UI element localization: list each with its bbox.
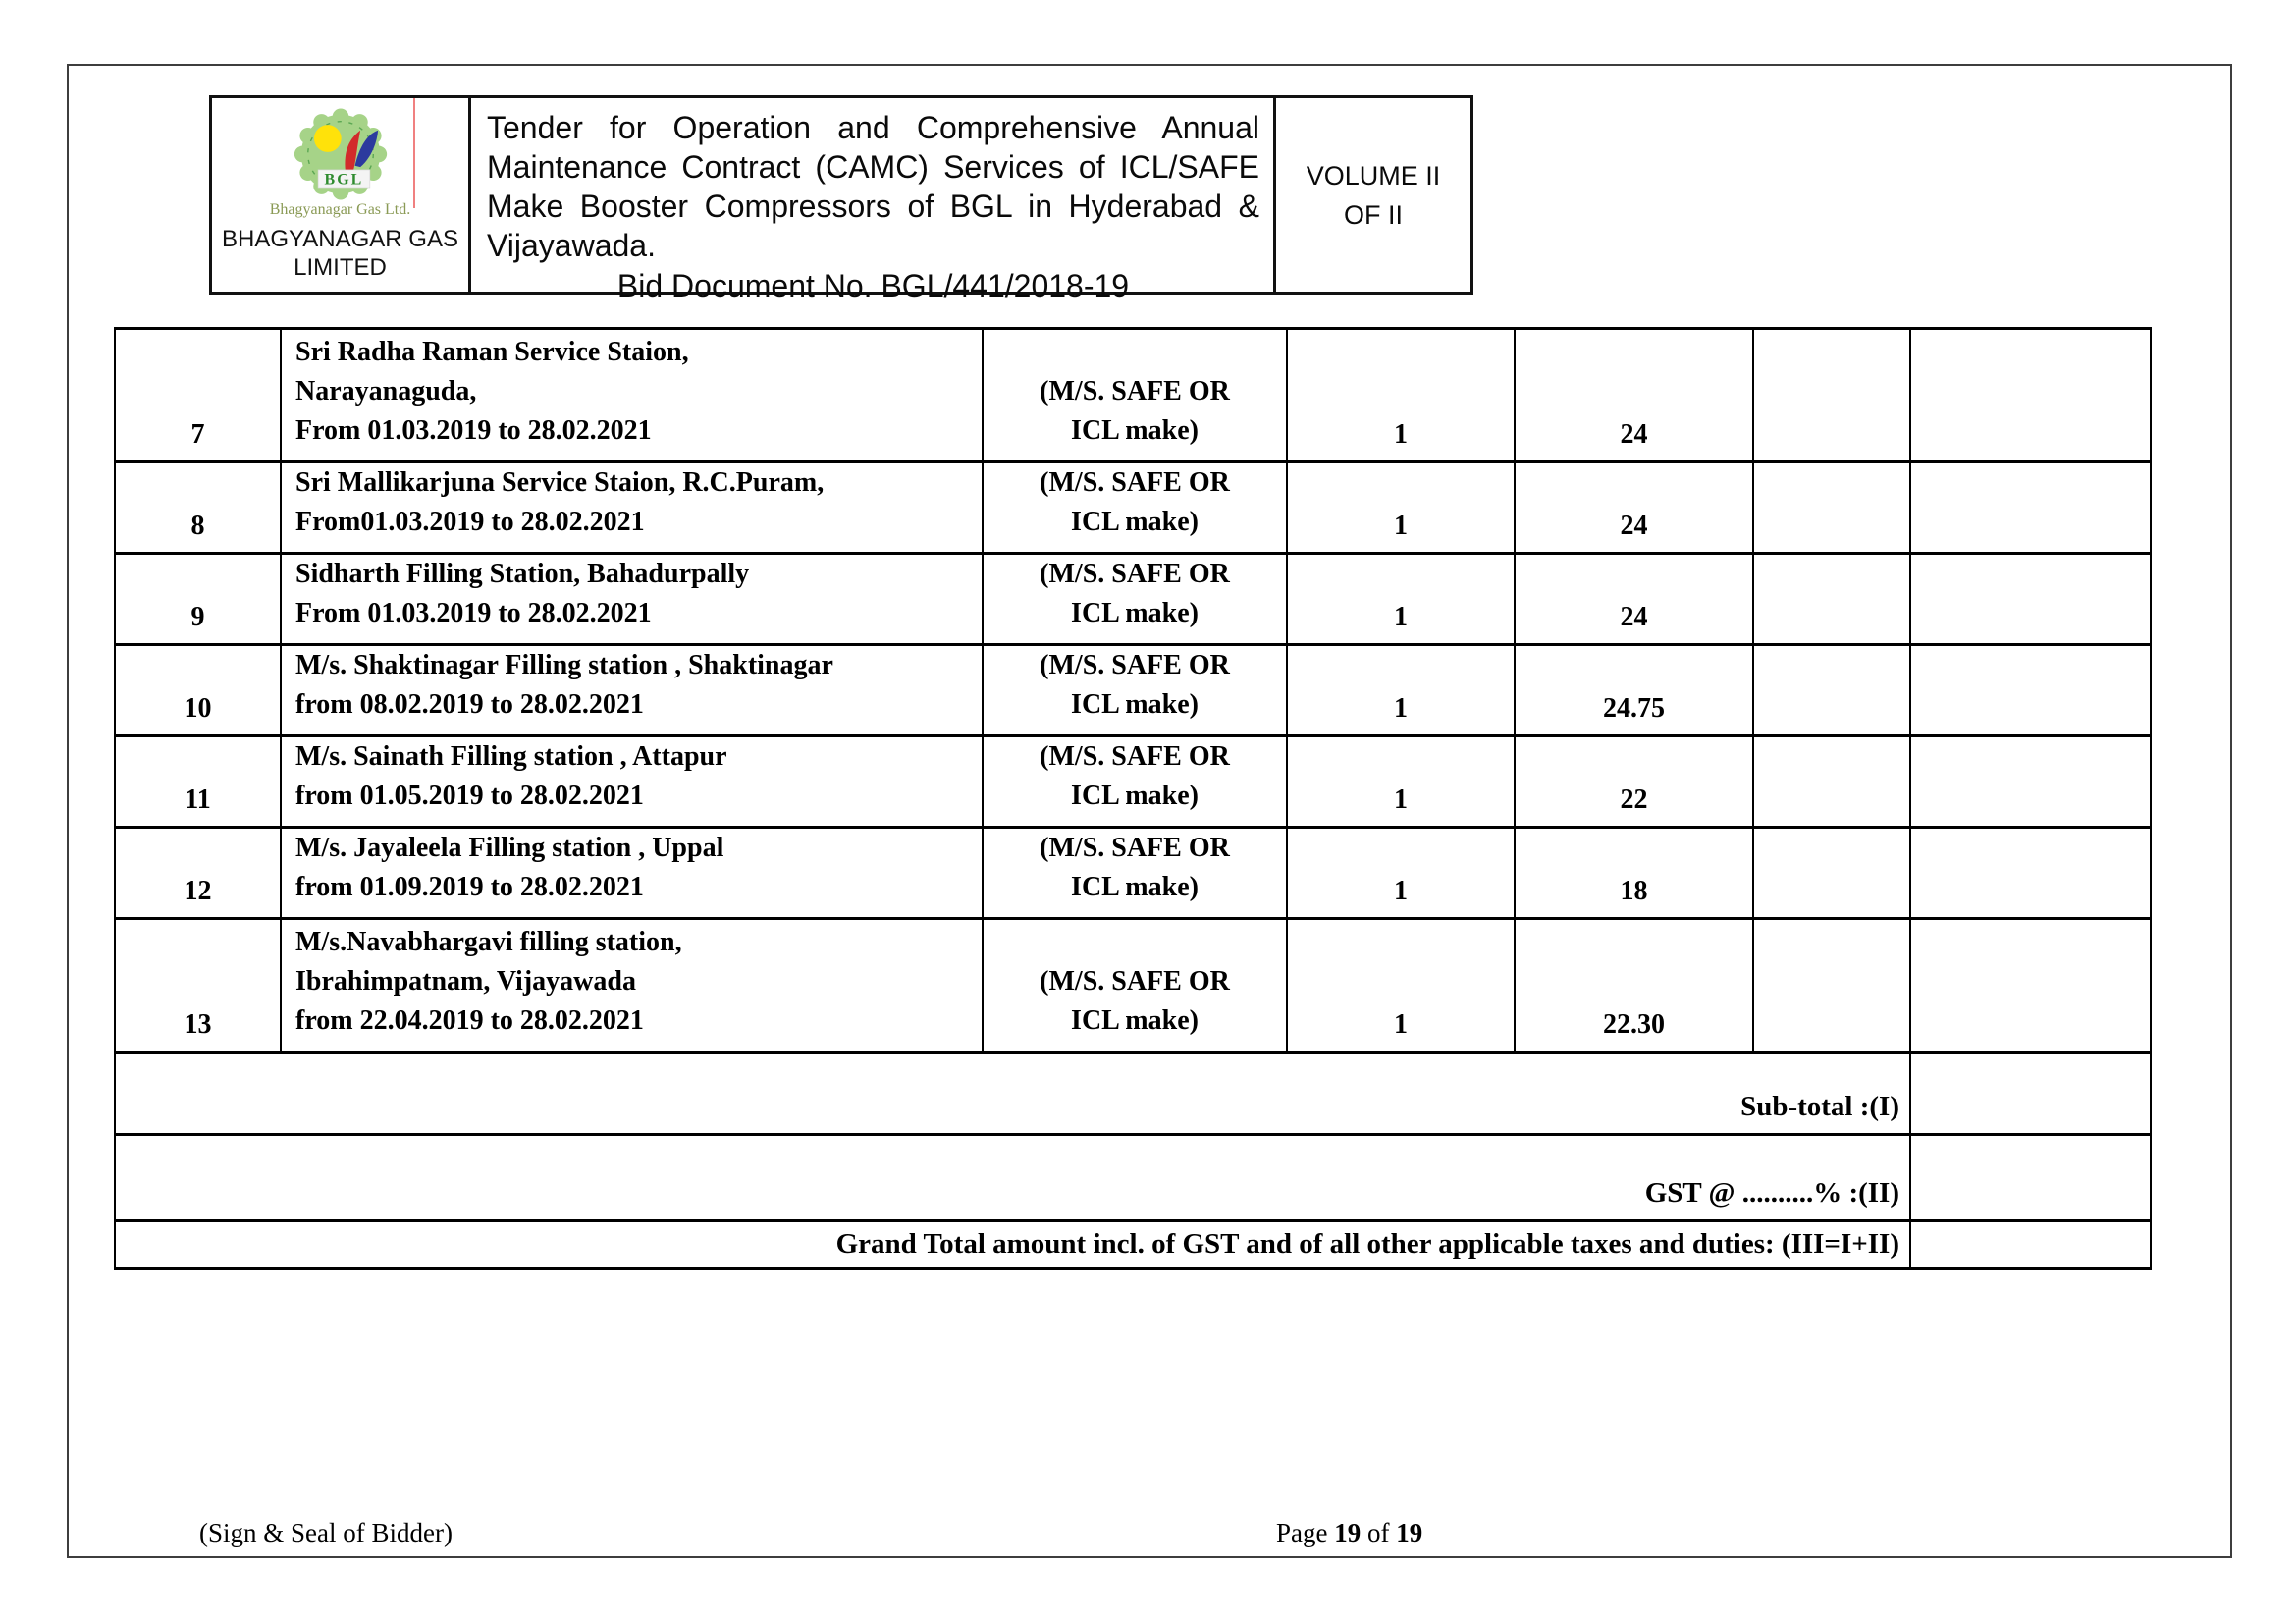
make-line: ICL make)	[1071, 1005, 1199, 1036]
station-desc-line: M/s. Shaktinagar Filling station , Shaktinagar	[295, 650, 833, 680]
station-empty-cell-2	[1910, 919, 2151, 1053]
station-description	[281, 919, 983, 1053]
station-quantity: 1	[1287, 554, 1515, 645]
subtotal-label: Sub-total :(I)	[115, 1053, 1910, 1135]
bid-document-number: Bid Document No. BGL/441/2018-19	[616, 268, 1130, 303]
stations-table-body	[115, 329, 2151, 1053]
station-serial-number: 9	[115, 554, 281, 645]
make-line: ICL make)	[1071, 598, 1199, 628]
document-header	[209, 95, 1473, 303]
gst-value-cell	[1910, 1135, 2151, 1221]
station-empty-cell-2	[1910, 736, 2151, 828]
station-empty-cell-2	[1910, 462, 2151, 554]
station-empty-cell-1	[1753, 645, 1910, 736]
station-make	[983, 919, 1287, 1053]
sign-seal-note: (Sign & Seal of Bidder)	[199, 1518, 453, 1547]
station-empty-cell-2	[1910, 828, 2151, 919]
station-empty-cell-2	[1910, 645, 2151, 736]
volume-line2: OF II	[1344, 199, 1403, 230]
station-desc-line: Sri Mallikarjuna Service Staion, R.C.Puram,	[295, 467, 825, 498]
station-make	[983, 554, 1287, 645]
tender-title-cell	[471, 98, 1276, 303]
station-months: 24	[1515, 462, 1753, 554]
station-empty-cell-1	[1753, 329, 1910, 462]
company-name-line1: BHAGYANAGAR GAS	[222, 226, 458, 252]
station-empty-cell-1	[1753, 828, 1910, 919]
grand-total-value-cell	[1910, 1221, 2151, 1269]
bgl-logo	[290, 103, 392, 205]
station-quantity: 1	[1287, 736, 1515, 828]
page-total: 19	[1396, 1518, 1423, 1547]
station-serial-number: 10	[115, 645, 281, 736]
make-line: (M/S. SAFE OR	[1040, 966, 1230, 997]
station-desc-line: M/s. Jayaleela Filling station , Uppal	[295, 833, 724, 863]
station-desc-line: from 01.09.2019 to 28.02.2021	[295, 872, 644, 902]
station-empty-cell-1	[1753, 554, 1910, 645]
station-serial-number: 7	[115, 329, 281, 462]
station-description	[281, 329, 983, 462]
station-serial-number: 8	[115, 462, 281, 554]
station-make	[983, 736, 1287, 828]
station-desc-line: from 01.05.2019 to 28.02.2021	[295, 781, 644, 811]
logo-sun	[313, 125, 341, 152]
station-quantity: 1	[1287, 462, 1515, 554]
subtotal-value-cell	[1910, 1053, 2151, 1135]
station-months: 24.75	[1515, 645, 1753, 736]
station-serial-number: 13	[115, 919, 281, 1053]
make-line: ICL make)	[1071, 415, 1199, 446]
volume-line1: VOLUME II	[1306, 160, 1441, 190]
stations-table	[114, 327, 2152, 1270]
station-desc-line: From01.03.2019 to 28.02.2021	[295, 507, 645, 537]
gst-row	[115, 1135, 2151, 1221]
station-desc-line: Sidharth Filling Station, Bahadurpally	[295, 559, 750, 589]
station-empty-cell-1	[1753, 919, 1910, 1053]
station-make	[983, 828, 1287, 919]
make-line: (M/S. SAFE OR	[1040, 833, 1230, 863]
make-line: ICL make)	[1071, 872, 1199, 902]
make-line: ICL make)	[1071, 781, 1199, 811]
station-empty-cell-1	[1753, 462, 1910, 554]
station-make	[983, 645, 1287, 736]
station-empty-cell-2	[1910, 329, 2151, 462]
station-desc-line: M/s.Navabhargavi filling station,	[295, 927, 682, 957]
station-row	[115, 462, 2151, 554]
station-description	[281, 462, 983, 554]
page-word: Page	[1276, 1518, 1335, 1547]
make-line: ICL make)	[1071, 689, 1199, 720]
station-desc-line: From 01.03.2019 to 28.02.2021	[295, 598, 652, 628]
make-line: (M/S. SAFE OR	[1040, 559, 1230, 589]
station-empty-cell-1	[1753, 736, 1910, 828]
page-current: 19	[1334, 1518, 1362, 1547]
station-desc-line: Narayanaguda,	[295, 376, 477, 406]
station-serial-number: 11	[115, 736, 281, 828]
station-empty-cell-2	[1910, 554, 2151, 645]
company-name-line2: LIMITED	[294, 254, 387, 281]
logo-cell	[212, 98, 471, 292]
station-description	[281, 645, 983, 736]
station-row	[115, 645, 2151, 736]
station-row	[115, 919, 2151, 1053]
company-name	[222, 225, 458, 282]
logo-bgl-text: BGL	[324, 171, 363, 189]
station-months: 24	[1515, 329, 1753, 462]
station-desc-line: Sri Radha Raman Service Staion,	[295, 337, 689, 367]
station-quantity: 1	[1287, 828, 1515, 919]
station-desc-line: from 08.02.2019 to 28.02.2021	[295, 689, 644, 720]
make-line: (M/S. SAFE OR	[1040, 467, 1230, 498]
station-months: 18	[1515, 828, 1753, 919]
make-line: (M/S. SAFE OR	[1040, 650, 1230, 680]
station-make	[983, 462, 1287, 554]
station-description	[281, 828, 983, 919]
page-number	[1276, 1518, 1422, 1548]
station-quantity: 1	[1287, 329, 1515, 462]
station-desc-line: From 01.03.2019 to 28.02.2021	[295, 415, 652, 446]
station-desc-line: M/s. Sainath Filling station , Attapur	[295, 741, 727, 772]
logo-scan-artifact-line	[413, 98, 415, 208]
logo-company-small-text: Bhagyanagar Gas Ltd.	[269, 201, 411, 218]
make-line: (M/S. SAFE OR	[1040, 376, 1230, 406]
station-months: 22	[1515, 736, 1753, 828]
make-line: ICL make)	[1071, 507, 1199, 537]
station-desc-line: Ibrahimpatnam, Vijayawada	[295, 966, 636, 997]
station-row	[115, 554, 2151, 645]
make-line: (M/S. SAFE OR	[1040, 741, 1230, 772]
station-make	[983, 329, 1287, 462]
subtotal-row	[115, 1053, 2151, 1135]
totals-body	[115, 1053, 2151, 1269]
station-row	[115, 736, 2151, 828]
tender-title: Tender for Operation and Comprehensive Annual Maintenance Contract (CAMC) Services of ICL/SAFE Make Booster Compressors of BGL in Hyderabad & Vijayawada.	[487, 110, 1259, 263]
gst-label: GST @ ..........% :(II)	[115, 1135, 1910, 1221]
station-serial-number: 12	[115, 828, 281, 919]
station-row	[115, 828, 2151, 919]
station-months: 22.30	[1515, 919, 1753, 1053]
station-months: 24	[1515, 554, 1753, 645]
station-row	[115, 329, 2151, 462]
station-quantity: 1	[1287, 919, 1515, 1053]
station-description	[281, 736, 983, 828]
page-of-word: of	[1361, 1518, 1397, 1547]
grand-total-label: Grand Total amount incl. of GST and of all other applicable taxes and duties: (III=I+II)	[115, 1221, 1910, 1269]
station-desc-line: from 22.04.2019 to 28.02.2021	[295, 1005, 644, 1036]
station-description	[281, 554, 983, 645]
grand-total-row	[115, 1221, 2151, 1269]
volume-cell	[1276, 98, 1470, 292]
station-quantity: 1	[1287, 645, 1515, 736]
